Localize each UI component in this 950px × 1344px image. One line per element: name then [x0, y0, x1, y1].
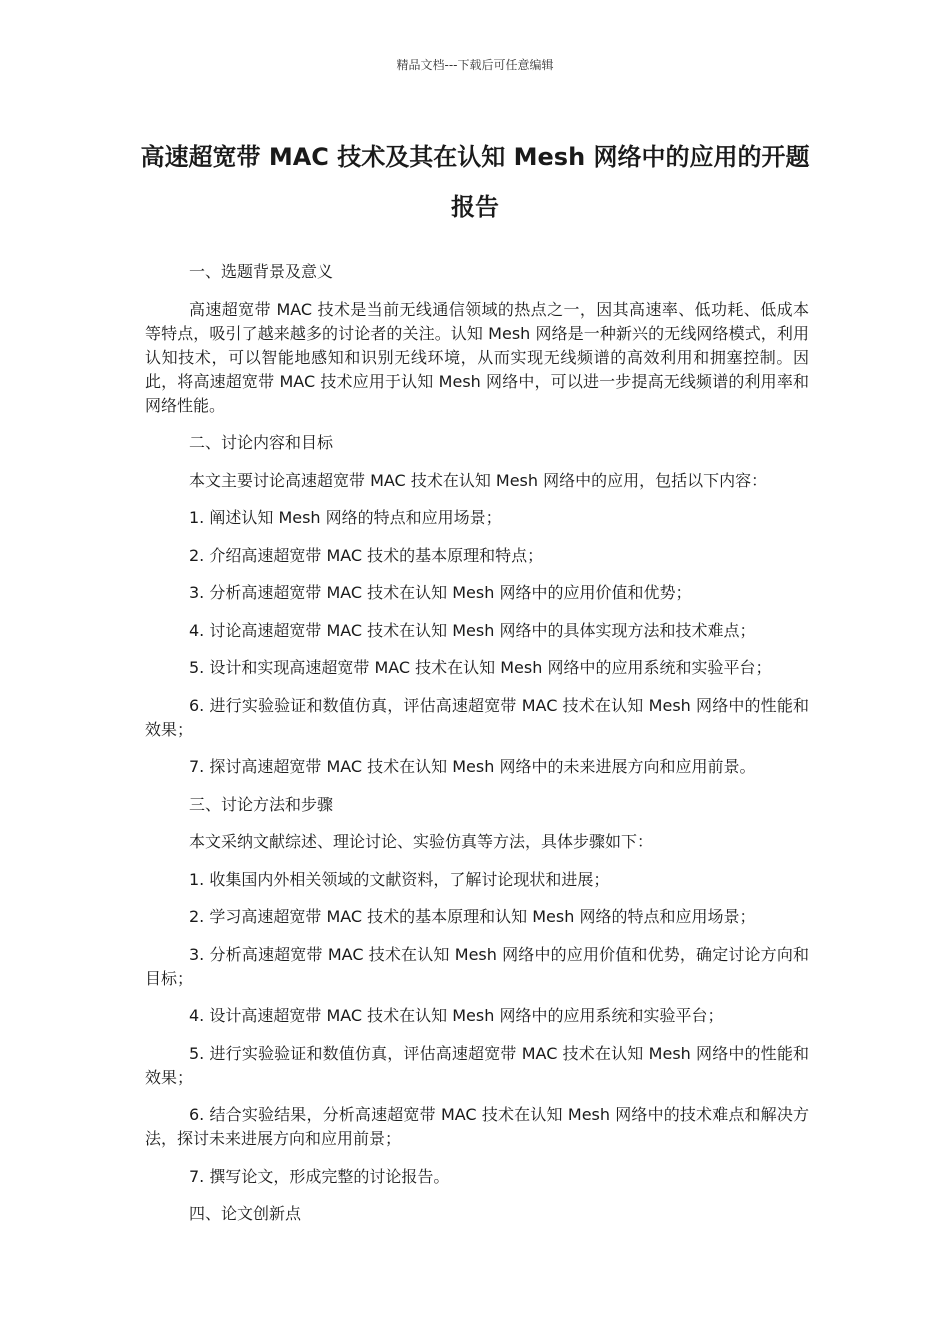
- document-title: 高速超宽带 MAC 技术及其在认知 Mesh 网络中的应用的开题报告: [140, 143, 810, 221]
- list-item-content-2: 2. 介绍高速超宽带 MAC 技术的基本原理和特点；: [189, 545, 544, 565]
- list-item-methods-5: 5. 进行实验验证和数值仿真，评估高速超宽带 MAC 技术在认知 Mesh 网络中的性能和效果；: [145, 1043, 809, 1087]
- list-item-methods-4: 4. 设计高速超宽带 MAC 技术在认知 Mesh 网络中的应用系统和实验平台；: [189, 1006, 724, 1025]
- list-item-content-1: 1. 阐述认知 Mesh 网络的特点和应用场景；: [189, 508, 502, 527]
- section-heading-innovation: 四、论文创新点: [189, 1204, 302, 1223]
- page-header: 精品文档---下载后可任意编辑: [396, 58, 554, 72]
- list-item-content-3: 3. 分析高速超宽带 MAC 技术在认知 Mesh 网络中的应用价值和优势；: [189, 583, 692, 602]
- list-item-methods-3: 3. 分析高速超宽带 MAC 技术在认知 Mesh 网络中的应用价值和优势，确定讨论方向和目标；: [145, 944, 809, 988]
- list-item-methods-1: 1. 收集国内外相关领域的文献资料，了解讨论现状和进展；: [189, 869, 610, 889]
- paragraph-content-intro: 本文主要讨论高速超宽带 MAC 技术在认知 Mesh 网络中的应用，包括以下内容：: [189, 470, 768, 490]
- paragraph-methods-intro: 本文采纳文献综述、理论讨论、实验仿真等方法，具体步骤如下：: [189, 832, 654, 851]
- list-item-content-4: 4. 讨论高速超宽带 MAC 技术在认知 Mesh 网络中的具体实现方法和技术难点；: [189, 620, 756, 640]
- paragraph-background: 高速超宽带 MAC 技术是当前无线通信领域的热点之一，因其高速率、低功耗、低成本等特点，吸引了越来越多的讨论者的关注。认知 Mesh 网络是一种新兴的无线网络模式，利用认知技术，可以智能地感知和识别无线环境，从而实现无线频谱的高效利用和拥塞控制。因此，将高速超宽带 MAC 技术应用于认知 Mesh 网络中，可以进一步提高无线频谱的利用率和网络性能。: [145, 299, 809, 415]
- document-body: [145, 260, 809, 1240]
- list-item-methods-2: 2. 学习高速超宽带 MAC 技术的基本原理和认知 Mesh 网络的特点和应用场景；: [189, 907, 756, 926]
- list-item-methods-7: 7. 撰写论文，形成完整的讨论报告。: [189, 1166, 450, 1186]
- list-item-content-7: 7. 探讨高速超宽带 MAC 技术在认知 Mesh 网络中的未来进展方向和应用前景。: [189, 757, 756, 776]
- section-heading-content: 二、讨论内容和目标: [189, 433, 334, 452]
- section-heading-background: 一、选题背景及意义: [189, 262, 334, 281]
- section-heading-methods: 三、讨论方法和步骤: [189, 794, 334, 814]
- list-item-content-6: 6. 进行实验验证和数值仿真，评估高速超宽带 MAC 技术在认知 Mesh 网络中的性能和效果；: [145, 695, 809, 739]
- list-item-content-5: 5. 设计和实现高速超宽带 MAC 技术在认知 Mesh 网络中的应用系统和实验平台；: [189, 658, 772, 677]
- list-item-methods-6: 6. 结合实验结果，分析高速超宽带 MAC 技术在认知 Mesh 网络中的技术难点和解决方法，探讨未来进展方向和应用前景；: [145, 1105, 809, 1148]
